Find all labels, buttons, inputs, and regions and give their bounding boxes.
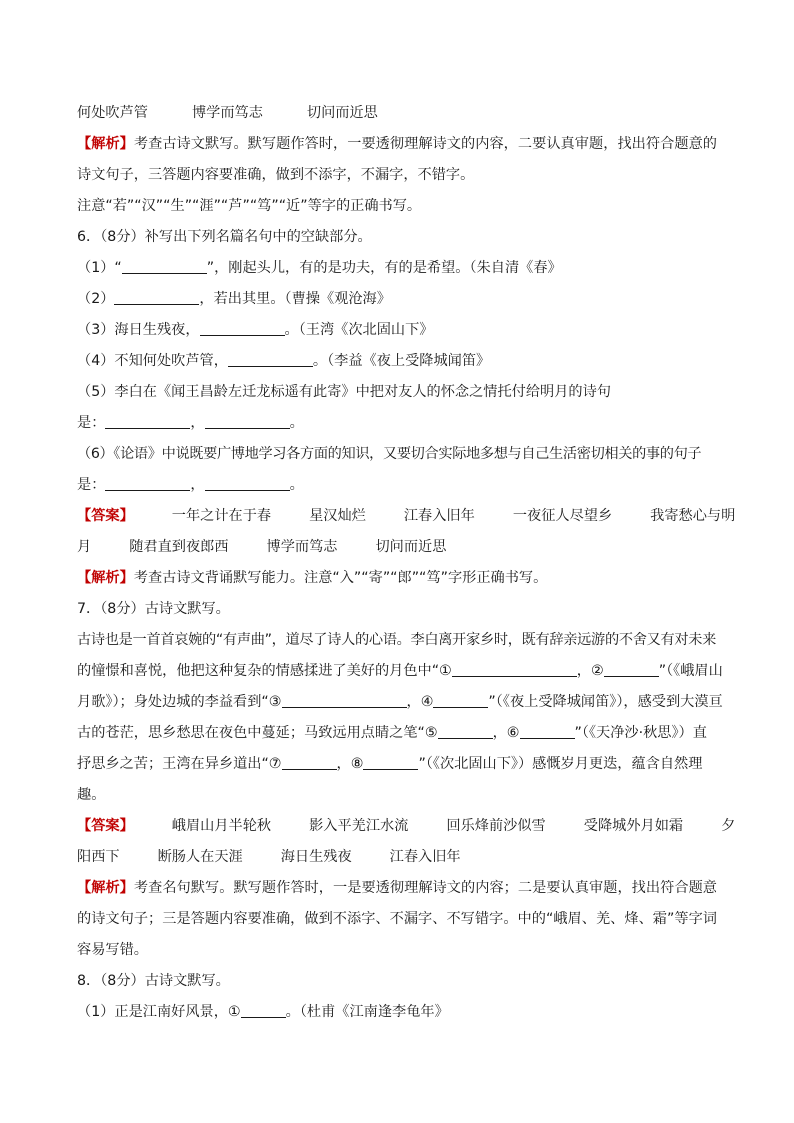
answer-label: 【答案】 <box>77 508 134 524</box>
fill-blank <box>105 475 190 491</box>
fill-blank <box>122 258 207 274</box>
answer-item: 何处吹芦管 <box>77 105 148 121</box>
analysis-text: 考查古诗文默写。默写题作答时，一要透彻理解诗文的内容，二要认真审题，找出符合题意的诗文句子，三答题内容要准确，做到不添字，不漏字，不错字。 <box>77 136 717 183</box>
answer-item: 切问而近思 <box>375 539 447 555</box>
q7-analysis <box>77 873 717 966</box>
answer-item: 断肠人在天涯 <box>157 849 243 865</box>
answer-item: 阳西下 <box>77 849 120 865</box>
fill-blank <box>604 661 659 677</box>
fill-blank <box>205 413 290 429</box>
q6-item-4: （4）不知何处吹芦管， 。（李益《夜上受降城闻笛》 <box>77 353 491 369</box>
fill-blank <box>282 692 407 708</box>
q6-answers-line-1 <box>77 501 736 532</box>
answer-item: 海日生残夜 <box>280 849 352 865</box>
q6-item-6-blanks: 是： ， 。 <box>77 477 304 493</box>
q7-answers-line-2 <box>77 842 717 873</box>
answer-item: 博学而笃志 <box>266 539 338 555</box>
fill-blank <box>433 692 488 708</box>
fill-blank <box>438 723 493 739</box>
fill-blank <box>105 413 190 429</box>
q6-analysis <box>77 563 717 594</box>
q7-para-line: 古诗也是一首首哀婉的“有声曲”，道尽了诗人的心语。李白离开家乡时，既有辞亲远游的不舍又有对未来 <box>77 632 717 648</box>
answer-item: 随君直到夜郎西 <box>129 539 229 555</box>
analysis-text: 考查古诗文背诵默写能力。注意“入”“寄”“郎”“笃”字形正确书写。 <box>133 570 548 586</box>
q7-para-line: 古的苍茫，思乡愁思在夜色中蔓延；马致远用点睛之笔“⑤ ，⑥ ”（《天净沙·秋思》）直 <box>77 725 707 741</box>
analysis-label: 【解析】 <box>77 136 134 152</box>
fill-blank <box>114 289 199 305</box>
exam-page <box>77 98 736 1028</box>
fill-blank <box>520 723 575 739</box>
q6-item-6-prompt: （6）《论语》中说既要广博地学习各方面的知识，又要切合实际地多想与自己生活密切相关的事的句子 <box>77 446 702 462</box>
q8-title: 8．（8分）古诗文默写。 <box>77 973 230 989</box>
fill-blank <box>363 754 418 770</box>
q7-para-line: 趣。 <box>77 787 106 803</box>
answer-item: 一夜征人尽望乡 <box>512 508 613 524</box>
analysis-text: 考查名句默写。默写题作答时，一是要透彻理解诗文的内容；二是要认真审题，找出符合题意的诗文句子；三是答题内容要准确，做到不添字、不漏字、不写错字。中的“峨眉、羌、烽、霜”等字词容易写错。 <box>77 880 717 958</box>
answer-item: 月 <box>77 539 92 555</box>
fill-blank <box>200 320 285 336</box>
answer-item: 夕 <box>721 818 736 834</box>
fill-blank <box>282 754 337 770</box>
answer-item: 受降城外月如霜 <box>583 818 684 834</box>
answer-label: 【答案】 <box>77 818 134 834</box>
q7-para-line: 抒思乡之苦；王湾在异乡道出“⑦ ，⑧ ”（《次北固山下》）感慨岁月更迭，蕴含自然理 <box>77 756 703 772</box>
answer-item: 影入平羌江水流 <box>309 818 409 834</box>
q6-item-3: （3）海日生残夜， 。（王湾《次北固山下》 <box>77 322 434 338</box>
q6-item-1: （1）“ ”，刚起头儿，有的是功夫，有的是希望。（朱自清《春》 <box>77 260 562 276</box>
answer-item: 江春入旧年 <box>389 849 461 865</box>
fill-blank <box>205 475 290 491</box>
previous-answers-line <box>77 98 717 129</box>
answer-item: 博学而笃志 <box>191 105 263 121</box>
q6-item-5-prompt: （5）李白在《闻王昌龄左迁龙标遥有此寄》中把对友人的怀念之情托付给明月的诗句 <box>77 384 611 400</box>
answer-item: 我寄愁心与明 <box>650 508 736 524</box>
fill-blank <box>228 351 313 367</box>
q7-title: 7．（8分）古诗文默写。 <box>77 601 230 617</box>
answer-item: 一年之计在于春 <box>171 508 272 524</box>
q8-item-1: （1）正是江南好风景，① 。（杜甫《江南逢李龟年》 <box>77 1004 449 1020</box>
fill-blank <box>241 1002 286 1018</box>
answer-item: 江春入旧年 <box>403 508 475 524</box>
answer-item: 星汉灿烂 <box>309 508 366 524</box>
q7-para-line: 的憧憬和喜悦，他把这种复杂的情感揉进了美好的月色中“① ，② ”（《峨眉山 <box>77 663 723 679</box>
answer-item: 峨眉山月半轮秋 <box>171 818 272 834</box>
q6-item-2: （2） ，若出其里。（曹操《观沧海》 <box>77 291 391 307</box>
q7-para-line: 月歌》）；身处边城的李益看到“③ ，④ ”（《夜上受降城闻笛》），感受到大漠亘 <box>77 694 723 710</box>
q6-answers-line-2 <box>77 532 717 563</box>
analysis-label: 【解析】 <box>77 570 134 586</box>
q7-answers-line-1 <box>77 811 736 842</box>
q6-item-5-blanks: 是： ， 。 <box>77 415 304 431</box>
q6-title: 6．（8分）补写出下列名篇名句中的空缺部分。 <box>77 229 372 245</box>
q5-note: 注意“若”“汉”“生”“涯”“芦”“笃”“近”等字的正确书写。 <box>77 198 422 214</box>
analysis-label: 【解析】 <box>77 880 134 896</box>
fill-blank <box>452 661 577 677</box>
answer-item: 切问而近思 <box>306 105 378 121</box>
q5-analysis <box>77 129 717 191</box>
answer-item: 回乐烽前沙似雪 <box>446 818 546 834</box>
